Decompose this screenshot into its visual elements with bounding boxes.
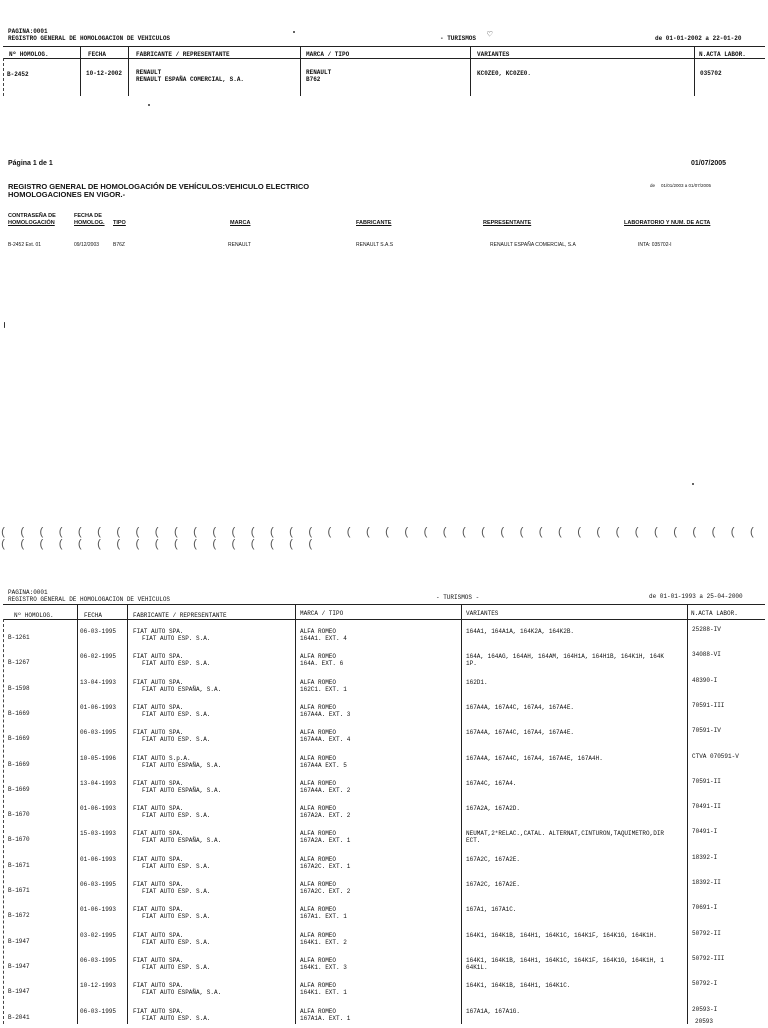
fabricante-cell: FIAT AUTO SPA. <box>133 678 184 686</box>
variantes-cell: 164K1, 164K1B, 164H1, 164K1C, 164K1F, 164K1G, 164K1H. <box>466 931 657 939</box>
fecha-cell: 01-06-1993 <box>80 805 117 813</box>
page-number: PAGINA:0001 <box>8 28 48 35</box>
tipo-cell: 167A2C. EXT. 2 <box>300 888 351 895</box>
variantes-cell: 167A2C, 167A2E. <box>466 881 521 888</box>
homolog-cell: B-1670 <box>8 811 30 819</box>
fecha-cell: 10-05-1996 <box>80 754 117 762</box>
print-date: 01/07/2005 <box>691 160 727 167</box>
col-header-variantes: VARIANTES <box>477 51 510 58</box>
tipo-cell: 164A. EXT. 6 <box>300 660 344 668</box>
tipo-cell: 167A4A. EXT. 2 <box>300 786 351 794</box>
marca-cell: ALFA ROMEO <box>300 881 337 888</box>
marca-cell: ALFA ROMEO <box>300 931 337 939</box>
fecha-cell: 13-04-1993 <box>80 779 117 787</box>
col-header-fabricante: FABRICANTE / REPRESENTANTE <box>136 51 230 58</box>
variantes-cell: 164A, 164AG, 164AH, 164AM, 164H1A, 164H1B, 164K1H, 164K <box>466 653 665 661</box>
col-header-fabricante: FABRICANTE / REPRESENTANTE <box>133 612 227 619</box>
tipo-cell: 162C1. EXT. 1 <box>300 685 347 693</box>
representante-cell: FIAT AUTO ESP. S.A. <box>142 1014 211 1022</box>
homolog-cell: B-1669 <box>8 785 30 793</box>
representante-cell: FIAT AUTO ESPAÑA, S.A. <box>142 761 222 769</box>
homolog-cell: B-1672 <box>8 912 30 920</box>
marca-cell: ALFA ROMEO <box>300 678 337 686</box>
tipo-cell: 167A2C. EXT. 1 <box>300 862 351 870</box>
fecha-cell: 06-03-1995 <box>80 729 117 737</box>
col-header-fecha: FECHA <box>84 612 103 619</box>
acta-cell: 70691-I <box>692 904 718 912</box>
fabricante-cell: FIAT AUTO SPA. <box>133 982 184 990</box>
date-range: de 01-01-2002 a 22-01-20 <box>655 35 742 42</box>
document-title-line2: HOMOLOGACIONES EN VIGOR.- <box>8 190 126 199</box>
marca-cell: ALFA ROMEO <box>300 805 337 813</box>
representante-cell: FIAT AUTO ESP. S.A. <box>142 913 211 921</box>
date-range-prefix: de <box>650 183 656 188</box>
homolog-cell: B-1947 <box>8 937 30 945</box>
acta-cell: 70491-II <box>692 803 721 811</box>
fecha-cell: 03-02-1995 <box>80 931 117 939</box>
variantes-cell: 167A2A, 167A2D. <box>466 805 521 813</box>
table-row <box>0 901 768 926</box>
table-row <box>0 775 768 800</box>
representante-cell: FIAT AUTO ESPAÑA, S.A. <box>142 786 222 794</box>
row-marca: RENAULT <box>306 69 332 76</box>
table-row <box>0 750 768 775</box>
scan-separator: ( ( ( ( ( ( ( ( ( ( ( ( ( ( ( ( ( ( ( ( ( ( ( ( ( ( ( ( ( ( ( ( ( ( ( ( ( ( ( ( ( ( ( ( ( ( ( ( ( ( ( ( ( ( ( ( ( <box>0 527 759 551</box>
table-row <box>0 977 768 1002</box>
fabricante-cell: FIAT AUTO SPA. <box>133 779 184 787</box>
handwritten-mark-icon: ♡ <box>487 30 493 40</box>
table-row <box>0 724 768 749</box>
marca-cell: ALFA ROMEO <box>300 830 337 838</box>
col-header-acta: N.ACTA LABOR. <box>691 610 738 617</box>
col-header-contrasena-2: HOMOLOGACIÓN <box>8 220 55 226</box>
table-row <box>0 927 768 952</box>
tipo-cell: 167A4A. EXT. 4 <box>300 736 351 744</box>
fecha-cell: 15-03-1993 <box>80 830 117 838</box>
marca-cell: ALFA ROMEO <box>300 1007 337 1015</box>
table-row <box>0 851 768 876</box>
col-header-fecha: FECHA <box>88 51 107 58</box>
representante-cell: FIAT AUTO ESP. S.A. <box>142 812 211 820</box>
tipo-cell: 167A1A. EXT. 1 <box>300 1014 351 1022</box>
table-row <box>0 674 768 699</box>
row-fecha: 09/12/2003 <box>74 242 100 248</box>
row-homolog: B-2452 <box>7 71 29 78</box>
table-row <box>0 623 768 648</box>
homolog-cell: B-1947 <box>8 962 30 970</box>
table-row <box>0 648 768 673</box>
row-fecha: 10-12-2002 <box>86 70 123 77</box>
representante-cell: FIAT AUTO ESP. S.A. <box>142 660 211 668</box>
fecha-cell: 10-12-1993 <box>80 982 117 990</box>
acta-cell: 70591-IV <box>692 727 721 735</box>
fecha-cell: 06-03-1995 <box>80 628 117 635</box>
variantes-cell: 167A4C, 167A4. <box>466 779 517 787</box>
marca-cell: ALFA ROMEO <box>300 855 337 863</box>
marca-cell: ALFA ROMEO <box>300 653 337 661</box>
fecha-cell: 06-02-1995 <box>80 653 117 661</box>
variantes-cont-cell: 1P. <box>466 660 477 668</box>
document-title: REGISTRO GENERAL DE HOMOLOGACION DE VEHICULOS <box>8 35 171 42</box>
table-row <box>0 825 768 850</box>
date-range: de 01-01-1993 a 25-04-2000 <box>649 593 743 600</box>
fabricante-cell: FIAT AUTO SPA. <box>133 956 184 964</box>
registro-1993-section <box>0 585 768 1024</box>
acta-cell: 18392-I <box>692 853 718 861</box>
category-label: - TURISMOS - <box>436 594 480 601</box>
tipo-cell: 164K1. EXT. 1 <box>300 989 347 997</box>
marca-cell: ALFA ROMEO <box>300 956 337 964</box>
table-row <box>0 952 768 977</box>
col-header-variantes: VARIANTES <box>466 610 499 617</box>
acta-cell: 70591-II <box>692 777 721 785</box>
row-acta: 035702 <box>700 70 722 77</box>
variantes-cont-cell: ECT. <box>466 837 481 845</box>
homolog-cell: B-1671 <box>8 861 30 869</box>
variantes-cont-cell: 64K1L. <box>466 963 488 971</box>
col-header-fecha-1: FECHA DE <box>74 213 102 219</box>
fabricante-cell: FIAT AUTO SPA. <box>133 931 184 939</box>
table-row <box>0 699 768 724</box>
acta-cell: 70491-I <box>692 828 718 836</box>
homolog-cell: B-1267 <box>8 659 30 667</box>
row-fabricante: RENAULT <box>136 69 162 76</box>
col-header-homolog: Nº HOMOLOG. <box>9 51 49 58</box>
fecha-cell: 01-06-1993 <box>80 703 117 711</box>
variantes-cell: 167A4A, 167A4C, 167A4, 167A4E. <box>466 703 575 711</box>
acta-cell: 70591-III <box>692 701 725 709</box>
row-tipo: B762 <box>306 76 321 83</box>
homolog-cell: B-2041 <box>8 1013 30 1021</box>
homolog-cell: B-1671 <box>8 887 30 894</box>
col-header-representante: REPRESENTANTE <box>483 220 532 226</box>
variantes-cell: 167A4A, 167A4C, 167A4, 167A4E, 167A4H. <box>466 754 603 762</box>
marca-cell: ALFA ROMEO <box>300 906 337 914</box>
tipo-cell: 164K1. EXT. 3 <box>300 963 347 971</box>
table-row <box>0 876 768 901</box>
fabricante-cell: FIAT AUTO SPA. <box>133 855 184 863</box>
col-header-fecha-2: HOMOLOG. <box>74 220 105 226</box>
fecha-cell: 06-03-1995 <box>80 881 117 888</box>
col-header-marca: MARCA / TIPO <box>300 610 344 617</box>
fabricante-cell: FIAT AUTO S.p.A. <box>133 754 191 762</box>
homolog-cell: B-1669 <box>8 760 30 768</box>
tipo-cell: 167A4A. EXT. 3 <box>300 710 351 718</box>
homolog-cell: B-1598 <box>8 684 30 692</box>
fabricante-cell: FIAT AUTO SPA. <box>133 805 184 813</box>
page-number: PAGINA:0001 <box>8 589 48 596</box>
marca-cell: ALFA ROMEO <box>300 703 337 711</box>
registro-table <box>3 37 765 97</box>
trailing-acta: 20593 <box>695 1018 714 1025</box>
marca-cell: ALFA ROMEO <box>300 729 337 737</box>
fabricante-cell: FIAT AUTO SPA. <box>133 830 184 838</box>
fabricante-cell: FIAT AUTO SPA. <box>133 906 184 914</box>
fecha-cell: 01-06-1993 <box>80 906 117 914</box>
row-representante: RENAULT ESPAÑA COMERCIAL, S.A <box>490 242 576 248</box>
tipo-cell: 167A2A. EXT. 2 <box>300 812 351 820</box>
date-range: 01/01/2003 a 01/07/2005 <box>661 183 712 188</box>
acta-cell: 18392-II <box>692 879 721 886</box>
fecha-cell: 13-04-1993 <box>80 678 117 686</box>
representante-cell: FIAT AUTO ESPAÑA, S.A. <box>142 989 222 997</box>
col-header-laboratorio: LABORATORIO Y NUM. DE ACTA <box>624 220 711 226</box>
representante-cell: FIAT AUTO ESP. S.A. <box>142 710 211 718</box>
representante-cell: FIAT AUTO ESP. S.A. <box>142 736 211 744</box>
document-title: REGISTRO GENERAL DE HOMOLOGACION DE VEHICULOS <box>8 596 171 603</box>
col-header-acta: N.ACTA LABOR. <box>699 51 746 58</box>
acta-cell: CTVA 070591-V <box>692 752 739 760</box>
acta-cell: 34088-VI <box>692 651 721 659</box>
marca-cell: ALFA ROMEO <box>300 628 337 635</box>
variantes-cell: 167A2C, 167A2E. <box>466 855 521 863</box>
col-header-marca: MARCA / TIPO <box>306 51 350 58</box>
homolog-cell: B-1669 <box>8 709 30 717</box>
representante-cell: FIAT AUTO ESPAÑA, S.A. <box>142 685 222 693</box>
fabricante-cell: FIAT AUTO SPA. <box>133 881 184 888</box>
tipo-cell: 167A4A EXT. 5 <box>300 761 347 769</box>
marca-cell: ALFA ROMEO <box>300 754 337 762</box>
tipo-cell: 164A1. EXT. 4 <box>300 635 347 642</box>
col-header-marca: MARCA <box>230 220 251 226</box>
row-laboratorio: INTA: 035702-I <box>638 242 672 248</box>
homolog-cell: B-1947 <box>8 988 30 996</box>
variantes-cell: 164A1, 164A1A, 164K2A, 164K2B. <box>466 628 575 635</box>
fabricante-cell: FIAT AUTO SPA. <box>133 653 184 661</box>
representante-cell: FIAT AUTO ESP. S.A. <box>142 888 211 895</box>
row-fabricante: RENAULT S.A.S <box>356 242 394 248</box>
fecha-cell: 06-03-1995 <box>80 1007 117 1015</box>
fecha-cell: 06-03-1995 <box>80 956 117 964</box>
acta-cell: 25288-IV <box>692 626 721 633</box>
acta-cell: 48390-I <box>692 676 718 684</box>
fabricante-cell: FIAT AUTO SPA. <box>133 703 184 711</box>
row-representante: RENAULT ESPAÑA COMERCIAL, S.A. <box>136 76 245 83</box>
row-marca: RENAULT <box>228 242 251 248</box>
marca-cell: ALFA ROMEO <box>300 982 337 990</box>
homolog-cell: B-1261 <box>8 634 30 641</box>
fabricante-cell: FIAT AUTO SPA. <box>133 1007 184 1015</box>
table-row <box>0 1003 768 1028</box>
table-row <box>0 800 768 825</box>
acta-cell: 50792-III <box>692 954 725 962</box>
row-contrasena: B-2452 Ext. 01 <box>8 242 42 248</box>
document-title-line1: REGISTRO GENERAL DE HOMOLOGACIÓN DE VEHÍCULOS:VEHICULO ELECTRICO <box>8 182 310 191</box>
col-header-contrasena-1: CONTRASEÑA DE <box>8 213 56 219</box>
acta-cell: 50792-II <box>692 929 721 937</box>
acta-cell: 20593-I <box>692 1005 718 1013</box>
variantes-cell: 167A1, 167A1C. <box>466 906 517 914</box>
col-header-fabricante: FABRICANTE <box>356 220 392 226</box>
variantes-cell: 167A1A, 167A1G. <box>466 1007 521 1015</box>
variantes-cell: 164K1, 164K1B, 164H1, 164K1C, 164K1F, 164K1G, 164K1H, 1 <box>466 956 665 964</box>
acta-cell: 50792-I <box>692 980 718 988</box>
col-header-tipo: TIPO <box>113 220 126 226</box>
homolog-cell: B-1669 <box>8 735 30 743</box>
variantes-cell: NEUMAT,2*RELAC.,CATAL. ALTERNAT,CINTURON,TAQUIMETRO,DIR <box>466 830 665 838</box>
representante-cell: FIAT AUTO ESP. S.A. <box>142 862 211 870</box>
homolog-cell: B-1670 <box>8 836 30 844</box>
page-label: Página 1 de 1 <box>8 160 53 167</box>
representante-cell: FIAT AUTO ESPAÑA, S.A. <box>142 837 222 845</box>
variantes-cell: 162D1. <box>466 678 488 686</box>
fabricante-cell: FIAT AUTO SPA. <box>133 628 184 635</box>
variantes-cell: 164K1, 164K1B, 164H1, 164K1C. <box>466 982 571 990</box>
registro-2002-section <box>0 0 768 120</box>
row-variantes: KC0ZE0, KC0ZE0. <box>477 70 532 77</box>
row-tipo: B76Z <box>113 242 125 248</box>
variantes-cell: 167A4A, 167A4C, 167A4, 167A4E. <box>466 729 575 737</box>
tipo-cell: 167A2A. EXT. 1 <box>300 837 351 845</box>
tipo-cell: 164K1. EXT. 2 <box>300 938 347 946</box>
representante-cell: FIAT AUTO ESP. S.A. <box>142 963 211 971</box>
fabricante-cell: FIAT AUTO SPA. <box>133 729 184 737</box>
marca-cell: ALFA ROMEO <box>300 779 337 787</box>
fecha-cell: 01-06-1993 <box>80 855 117 863</box>
representante-cell: FIAT AUTO ESP. S.A. <box>142 938 211 946</box>
representante-cell: FIAT AUTO ESP. S.A. <box>142 635 211 642</box>
category-label: - TURISMOS <box>440 35 477 42</box>
col-header-homolog: Nº HOMOLOG. <box>14 612 54 619</box>
tipo-cell: 167A1. EXT. 1 <box>300 913 347 921</box>
